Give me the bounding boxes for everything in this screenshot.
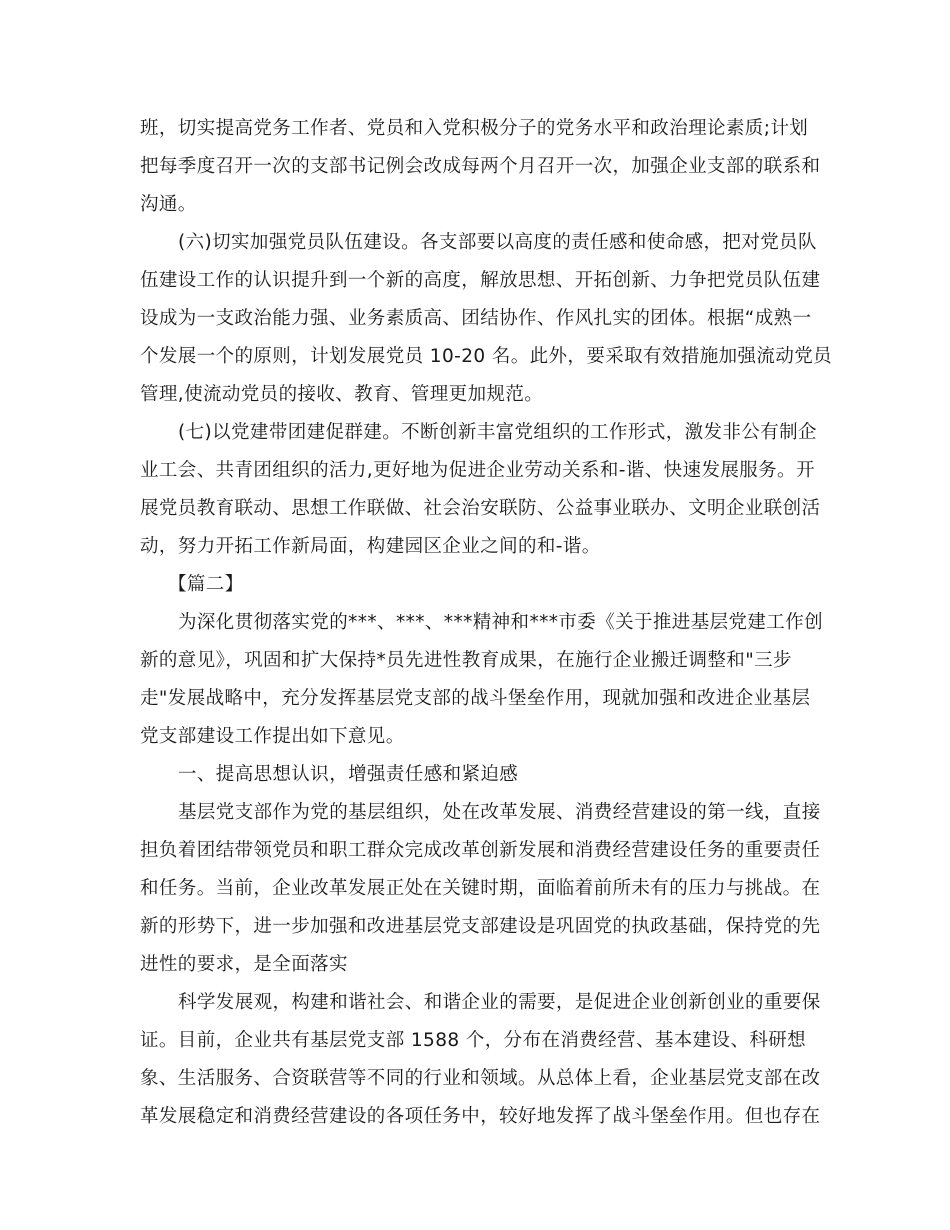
text-line: 担负着团结带领党员和职工群众完成改革创新发展和消费经营建设任务的重要责任 — [140, 840, 821, 861]
paragraph-start-line: 基层党支部作为党的基层组织，处在改革发展、消费经营建设的第一线，直接 — [178, 802, 821, 823]
text-line: 动，努力开拓工作新局面，构建园区企业之间的和-谐。 — [140, 536, 601, 557]
paragraph-start-line: 为深化贯彻落实党的***、***、***精神和***市委《关于推进基层党建工作创 — [178, 612, 824, 633]
text-line: 象、生活服务、合资联营等不同的行业和领域。从总体上看，企业基层党支部在改 — [140, 1068, 821, 1089]
text-line: 设成为一支政治能力强、业务素质高、团结协作、作风扎实的团体。根据“成熟一 — [140, 308, 812, 329]
text-line: 和任务。当前，企业改革发展正处在关键时期，面临着前所未有的压力与挑战。在 — [140, 878, 821, 899]
text-line: 班，切实提高党务工作者、党员和入党积极分子的党务水平和政治理论素质;计划 — [140, 118, 809, 139]
text-line: 革发展稳定和消费经营建设的各项任务中，较好地发挥了战斗堡垒作用。但也存在 — [140, 1106, 821, 1127]
paragraph-start-line: 科学发展观，构建和谐社会、和谐企业的需要，是促进企业创新创业的重要保 — [178, 992, 821, 1013]
section-heading: 【篇二】 — [168, 574, 244, 595]
text-line: 新的形势下，进一步加强和改进基层党支部建设是巩固党的执政基础，保持党的先 — [140, 916, 821, 937]
text-line: 伍建设工作的认识提升到一个新的高度，解放思想、开拓创新、力争把党员队伍建 — [140, 270, 821, 291]
text-line: 沟通。 — [140, 194, 197, 215]
text-line: 证。目前，企业共有基层党支部 1588 个，分布在消费经营、基本建设、科研想 — [140, 1030, 807, 1051]
text-line: 进性的要求，是全面落实 — [140, 954, 348, 975]
text-line: 管理,使流动党员的接收、教育、管理更加规范。 — [140, 384, 544, 405]
text-line: 个发展一个的原则，计划发展党员 10-20 名。此外，要采取有效措施加强流动党员 — [140, 346, 833, 367]
text-line: 展党员教育联动、思想工作联做、社会治安联防、公益事业联办、文明企业联创活 — [140, 498, 821, 519]
text-line: 业工会、共青团组织的活力,更好地为促进企业劳动关系和-谐、快速发展服务。开 — [140, 460, 815, 481]
paragraph-start-line: (七)以党建带团建促群建。不断创新丰富党组织的工作形式，激发非公有制企 — [178, 422, 817, 443]
text-line: 走"发展战略中，充分发挥基层党支部的战斗堡垒作用，现就加强和改进企业基层 — [140, 688, 811, 709]
subheading-line: 一、提高思想认识，增强责任感和紧迫感 — [178, 764, 519, 785]
text-line: 把每季度召开一次的支部书记例会改成每两个月召开一次，加强企业支部的联系和 — [140, 156, 821, 177]
paragraph-start-line: (六)切实加强党员队伍建设。各支部要以高度的责任感和使命感，把对党员队 — [178, 232, 817, 253]
text-line: 新的意见》，巩固和扩大保持*员先进性教育成果，在施行企业搬迁调整和"三步 — [140, 650, 792, 671]
text-line: 党支部建设工作提出如下意见。 — [140, 726, 405, 747]
